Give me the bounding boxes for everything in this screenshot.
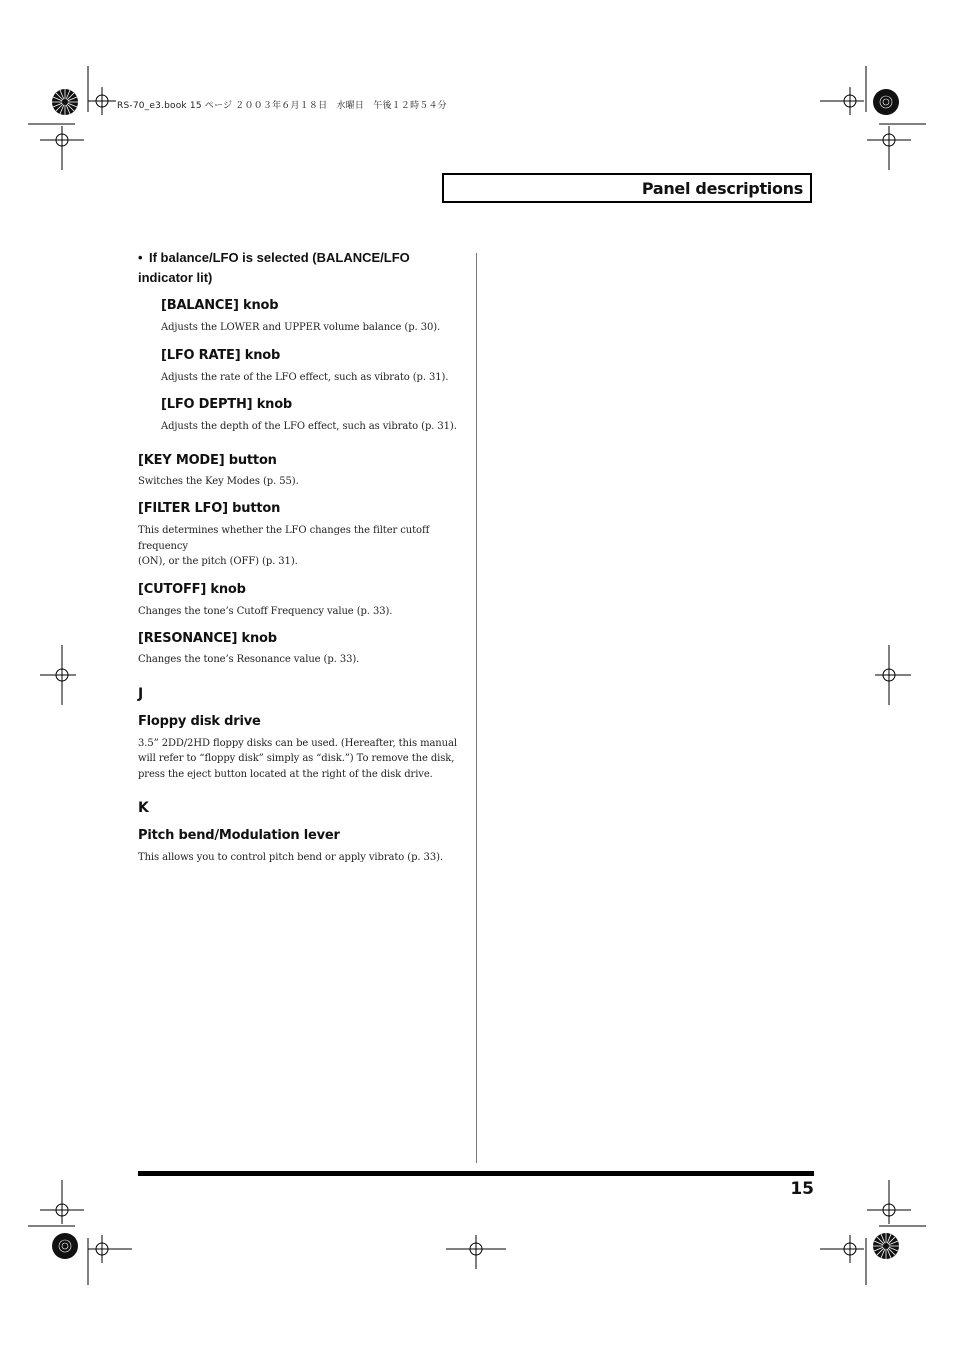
- balance-lfo-title: • If balance/LFO is selected (BALANCE/LFO indicator lit): [138, 250, 410, 285]
- cutoff-knob-heading: [CUTOFF] knob: [138, 581, 246, 597]
- section-k-letter: K: [138, 800, 149, 816]
- left-column: [138, 248, 460, 866]
- floppy-disk-drive-text: 3.5” 2DD/2HD floppy disks can be used. (Hereafter, this manual will refer to “floppy disk” simply as “disk.”) To remove the disk, press the eject button located at the right of the disk drive.: [138, 737, 457, 780]
- lfo-depth-knob-text: Adjusts the depth of the LFO effect, such as vibrato (p. 31).: [161, 421, 457, 432]
- bullet-icon: •: [138, 250, 143, 265]
- balance-knob-heading: [BALANCE] knob: [161, 298, 279, 313]
- lfo-depth-knob-heading: [LFO DEPTH] knob: [161, 397, 293, 412]
- column-divider: [476, 253, 477, 1163]
- file-header: RS-70_e3.book 15 ページ ２００３年６月１８日 水曜日 午後１２時５４分: [117, 101, 447, 111]
- page-number: 15: [790, 1179, 814, 1199]
- cutoff-knob-text: Changes the tone’s Cutoff Frequency value (p. 33).: [138, 605, 393, 617]
- lfo-rate-knob-heading: [LFO RATE] knob: [161, 347, 281, 363]
- lfo-rate-knob-text: Adjusts the rate of the LFO effect, such as vibrato (p. 31).: [161, 371, 449, 383]
- section-title-box: [442, 173, 812, 203]
- footer-rule: [138, 1171, 814, 1176]
- section-title: Panel descriptions: [641, 178, 803, 198]
- balance-lfo-items: [161, 298, 460, 435]
- section-j-letter: J: [138, 685, 144, 702]
- pitch-bend-lever-text: This allows you to control pitch bend or apply vibrato (p. 33).: [138, 852, 443, 863]
- filter-lfo-button-heading: [FILTER LFO] button: [138, 501, 281, 516]
- balance-knob-text: Adjusts the LOWER and UPPER volume balance (p. 30).: [161, 322, 441, 333]
- filter-lfo-button-text: This determines whether the LFO changes the filter cutoff frequency (ON), or the pitch (OFF) (p. 31).: [138, 525, 430, 567]
- key-mode-button-heading: [KEY MODE] button: [138, 452, 277, 468]
- pitch-bend-lever-heading: Pitch bend/Modulation lever: [138, 828, 340, 843]
- floppy-disk-drive-heading: Floppy disk drive: [138, 713, 261, 729]
- key-mode-button-text: Switches the Key Modes (p. 55).: [138, 475, 299, 487]
- resonance-knob-heading: [RESONANCE] knob: [138, 631, 277, 646]
- resonance-knob-text: Changes the tone’s Resonance value (p. 33).: [138, 654, 360, 665]
